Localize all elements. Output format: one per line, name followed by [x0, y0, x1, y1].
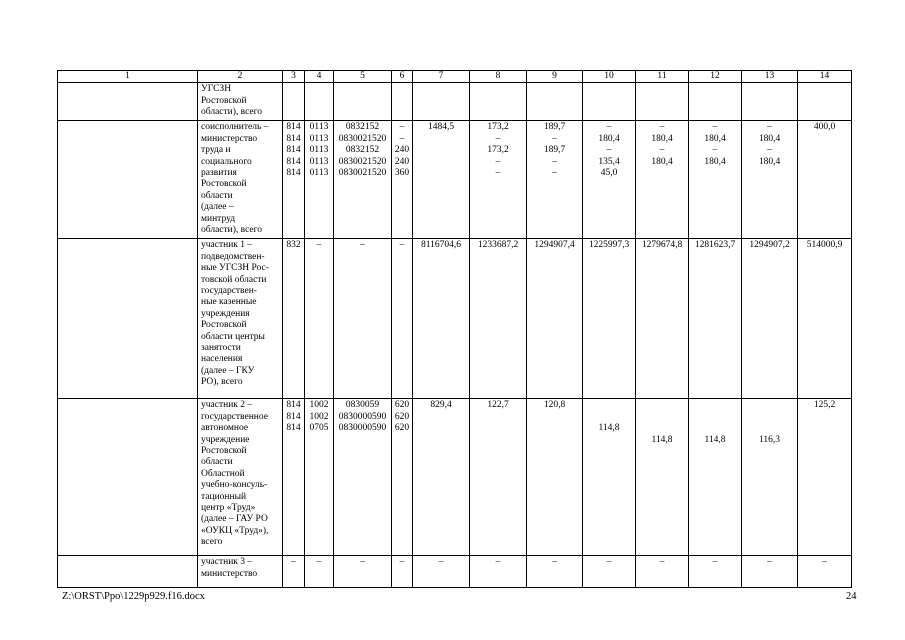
- cell-line: –: [495, 133, 501, 144]
- header-cell: 1: [58, 71, 198, 83]
- table-cell: [413, 399, 470, 556]
- cell-line: (далее – ГАУ РО: [201, 514, 268, 525]
- table-cell: [527, 556, 583, 588]
- cell-line: 814: [286, 133, 301, 144]
- table-cell: [392, 83, 413, 121]
- table-cell: [470, 83, 527, 121]
- cell-line: 240: [394, 156, 410, 167]
- table-cell: [636, 399, 689, 556]
- cell-line: Ростовской: [201, 446, 247, 457]
- cell-line: 1002: [309, 400, 329, 411]
- table-cell: [583, 121, 636, 239]
- table-cell: [334, 399, 392, 556]
- table-cell: [283, 556, 305, 588]
- cell-line: 0113: [309, 168, 329, 179]
- table-cell: [392, 556, 413, 588]
- table-row: [58, 239, 852, 399]
- cell-line: 0830000590: [338, 411, 387, 422]
- cell-line: –: [767, 557, 772, 568]
- header-cell: 7: [413, 71, 470, 83]
- cell-line: 0830021520: [338, 156, 387, 167]
- cell-line: [60, 84, 195, 95]
- cell-line: 1294907,4: [534, 240, 575, 251]
- table-cell: [198, 399, 283, 556]
- cell-line: –: [552, 557, 557, 568]
- table-cell: [413, 121, 470, 239]
- cell-line: 1225997,3: [588, 240, 630, 251]
- table-cell: [334, 121, 392, 239]
- table-cell: [392, 239, 413, 399]
- cell-line: населения: [201, 354, 243, 365]
- cell-line: области: [201, 457, 233, 468]
- cell-line: области), всего: [201, 225, 263, 236]
- cell-line: –: [495, 557, 501, 568]
- table-cell: [798, 83, 852, 121]
- table-cell: [742, 239, 798, 399]
- table-cell: [470, 239, 527, 399]
- table-cell: [798, 239, 852, 399]
- header-cell: 10: [583, 71, 636, 83]
- cell-line: –: [606, 557, 612, 568]
- cell-line: 0113: [309, 133, 329, 144]
- cell-line: 180,4: [704, 156, 726, 167]
- cell-line: участник 3 –: [201, 557, 253, 568]
- table-cell: [58, 83, 198, 121]
- cell-line: области центры: [201, 331, 265, 342]
- cell-line: области: [201, 190, 233, 201]
- table-cell: [798, 121, 852, 239]
- cell-line: 180,4: [598, 133, 620, 144]
- cell-line: [585, 400, 633, 411]
- cell-line: учреждение: [201, 434, 250, 445]
- footer-file-path: Z:\ORST\Ppo\1229p929.f16.docx: [62, 591, 205, 602]
- cell-line: 400,0: [813, 122, 836, 133]
- cell-line: 1281623,7: [694, 240, 736, 251]
- cell-line: центр «Труд»: [201, 503, 256, 514]
- table-cell: [470, 399, 527, 556]
- cell-line: (далее – ГКУ: [201, 365, 255, 376]
- cell-line: области), всего: [201, 107, 263, 118]
- cell-line: 0830059: [345, 400, 380, 411]
- cell-line: 1279674,8: [641, 240, 683, 251]
- table-cell: [689, 83, 742, 121]
- cell-line: 120,8: [543, 400, 566, 411]
- header-cell: 13: [742, 71, 798, 83]
- table-cell: [283, 239, 305, 399]
- header-cell: 12: [689, 71, 742, 83]
- table-cell: [392, 121, 413, 239]
- cell-line: учебно-консуль-: [201, 480, 268, 491]
- table-cell: [470, 556, 527, 588]
- header-cell: 2: [198, 71, 283, 83]
- cell-line: –: [552, 156, 557, 167]
- cell-line: 0113: [309, 122, 329, 133]
- cell-line: всего: [201, 537, 223, 548]
- cell-line: развития: [201, 168, 237, 179]
- table-cell: [583, 239, 636, 399]
- cell-line: [585, 412, 633, 423]
- cell-line: Областной: [201, 468, 245, 479]
- cell-line: –: [316, 240, 322, 251]
- cell-line: –: [712, 557, 718, 568]
- cell-line: 620: [394, 423, 410, 434]
- table-cell: [742, 83, 798, 121]
- cell-line: –: [606, 122, 612, 133]
- cell-line: 620: [394, 411, 410, 422]
- cell-line: [691, 412, 739, 423]
- cell-line: 173,2: [487, 145, 509, 156]
- table-row: [58, 83, 852, 121]
- cell-line: 8116704,6: [420, 240, 462, 251]
- cell-line: [744, 84, 795, 95]
- cell-line: –: [659, 557, 665, 568]
- cell-line: Ростовской: [201, 95, 247, 106]
- cell-line: Ростовской: [201, 179, 247, 190]
- cell-line: 240: [394, 145, 410, 156]
- cell-line: –: [659, 122, 665, 133]
- table-cell: [392, 399, 413, 556]
- table-cell: [527, 121, 583, 239]
- cell-line: [60, 557, 195, 568]
- cell-line: государственное: [201, 411, 268, 422]
- cell-line: РО), всего: [201, 377, 243, 388]
- table-cell: [798, 399, 852, 556]
- cell-line: –: [291, 557, 296, 568]
- cell-line: 814: [286, 168, 301, 179]
- cell-line: 1233687,2: [477, 240, 519, 251]
- cell-line: [800, 84, 849, 95]
- table-cell: [413, 83, 470, 121]
- cell-line: –: [438, 557, 444, 568]
- cell-line: учреждения: [201, 308, 250, 319]
- cell-line: 0113: [309, 145, 329, 156]
- table-cell: [413, 239, 470, 399]
- cell-line: 832: [286, 240, 301, 251]
- table-cell: [334, 83, 392, 121]
- page-number: 24: [846, 591, 857, 602]
- cell-line: занятости: [201, 343, 241, 354]
- cell-line: Ростовской: [201, 320, 247, 331]
- cell-line: –: [399, 240, 405, 251]
- table-cell: [742, 121, 798, 239]
- header-cell: 8: [470, 71, 527, 83]
- table-cell: [305, 399, 334, 556]
- cell-line: [691, 423, 739, 434]
- cell-line: –: [360, 557, 365, 568]
- table-cell: [413, 556, 470, 588]
- cell-line: –: [767, 122, 772, 133]
- cell-line: [285, 84, 302, 95]
- cell-line: 180,4: [758, 156, 781, 167]
- cell-line: 0830000590: [338, 423, 387, 434]
- cell-line: 814: [286, 156, 301, 167]
- cell-line: «ОУКЦ «Труд»),: [201, 525, 269, 536]
- cell-line: 116,3: [758, 434, 781, 445]
- cell-line: 0705: [309, 423, 329, 434]
- cell-line: 1002: [309, 411, 329, 422]
- table-cell: [689, 239, 742, 399]
- table-cell: [198, 121, 283, 239]
- cell-line: [638, 412, 686, 423]
- table-cell: [636, 239, 689, 399]
- cell-line: [585, 84, 633, 95]
- table-cell: [527, 83, 583, 121]
- cell-line: –: [712, 145, 718, 156]
- cell-line: соисполнитель –: [201, 122, 269, 133]
- table-cell: [636, 556, 689, 588]
- header-cell: 11: [636, 71, 689, 83]
- cell-line: минтруд: [201, 213, 236, 224]
- table-cell: [58, 121, 198, 239]
- cell-line: –: [360, 240, 365, 251]
- cell-line: 180,4: [651, 156, 673, 167]
- table-cell: [583, 399, 636, 556]
- table-cell: [527, 399, 583, 556]
- cell-line: –: [399, 122, 405, 133]
- cell-line: ные УГСЗН Рос-: [201, 263, 269, 274]
- cell-line: труда и: [201, 145, 231, 156]
- table-cell: [798, 556, 852, 588]
- table-cell: [198, 83, 283, 121]
- table-row: [58, 556, 852, 588]
- cell-line: 173,2: [487, 122, 509, 133]
- table-cell: [470, 121, 527, 239]
- table-row: [58, 121, 852, 239]
- table-cell: [305, 239, 334, 399]
- table-cell: [689, 121, 742, 239]
- header-cell: 6: [392, 71, 413, 83]
- cell-line: министерство: [201, 133, 258, 144]
- cell-line: –: [552, 168, 557, 179]
- table-cell: [58, 399, 198, 556]
- table-cell: [636, 121, 689, 239]
- cell-line: –: [822, 557, 827, 568]
- cell-line: ные казенные: [201, 297, 257, 308]
- cell-line: [307, 84, 331, 95]
- cell-line: 122,7: [487, 400, 509, 411]
- cell-line: –: [399, 557, 405, 568]
- table-row: [58, 399, 852, 556]
- cell-line: социального: [201, 156, 252, 167]
- cell-line: 0113: [309, 156, 329, 167]
- data-table: [57, 70, 852, 588]
- cell-line: подведомствен-: [201, 251, 265, 262]
- cell-line: 180,4: [704, 133, 726, 144]
- cell-line: [638, 400, 686, 411]
- header-cell: 9: [527, 71, 583, 83]
- cell-line: 814: [286, 423, 301, 434]
- cell-line: 814: [286, 400, 301, 411]
- cell-line: 0830021520: [338, 168, 387, 179]
- table-cell: [305, 83, 334, 121]
- cell-line: 0832152: [345, 122, 380, 133]
- table-cell: [58, 239, 198, 399]
- cell-line: 814: [286, 122, 301, 133]
- cell-line: 0830021520: [338, 133, 387, 144]
- cell-line: –: [316, 557, 322, 568]
- cell-line: 1294907,2: [749, 240, 790, 251]
- header-row: [58, 71, 852, 83]
- cell-line: 114,8: [704, 434, 726, 445]
- table-cell: [583, 83, 636, 121]
- table-cell: [305, 121, 334, 239]
- cell-line: [415, 84, 467, 95]
- cell-line: [529, 84, 580, 95]
- cell-line: государствен-: [201, 286, 257, 297]
- cell-line: министерство: [201, 568, 258, 579]
- table-cell: [305, 556, 334, 588]
- cell-line: 189,7: [543, 122, 566, 133]
- cell-line: 189,7: [543, 145, 566, 156]
- cell-line: [394, 84, 410, 95]
- cell-line: 1484,5: [427, 122, 455, 133]
- header-cell: 3: [283, 71, 305, 83]
- cell-line: –: [495, 168, 501, 179]
- table-body: [58, 71, 852, 588]
- cell-line: (далее –: [201, 202, 234, 213]
- cell-line: товской области: [201, 274, 267, 285]
- header-cell: 14: [798, 71, 852, 83]
- cell-line: 180,4: [651, 133, 673, 144]
- cell-line: [60, 122, 195, 133]
- header-cell: 5: [334, 71, 392, 83]
- cell-line: –: [767, 145, 772, 156]
- table-cell: [198, 556, 283, 588]
- table-cell: [198, 239, 283, 399]
- table-cell: [58, 556, 198, 588]
- cell-line: –: [495, 156, 501, 167]
- cell-line: [638, 84, 686, 95]
- table-cell: [742, 399, 798, 556]
- cell-line: 125,2: [813, 400, 836, 411]
- cell-line: 814: [286, 411, 301, 422]
- header-cell: 4: [305, 71, 334, 83]
- table-cell: [334, 239, 392, 399]
- cell-line: 0832152: [345, 145, 380, 156]
- cell-line: УГСЗН: [201, 84, 232, 95]
- cell-line: [744, 412, 795, 423]
- cell-line: –: [399, 133, 405, 144]
- cell-line: 620: [394, 400, 410, 411]
- table-cell: [283, 83, 305, 121]
- cell-line: [472, 84, 524, 95]
- table-cell: [283, 399, 305, 556]
- table-cell: [742, 556, 798, 588]
- cell-line: 45,0: [600, 168, 618, 179]
- cell-line: тационный: [201, 491, 247, 502]
- table-cell: [527, 239, 583, 399]
- cell-line: –: [606, 145, 612, 156]
- cell-line: [691, 84, 739, 95]
- cell-line: 814: [286, 145, 301, 156]
- cell-line: [744, 400, 795, 411]
- cell-line: 829,4: [430, 400, 452, 411]
- cell-line: [60, 240, 195, 251]
- cell-line: –: [659, 145, 665, 156]
- cell-line: 514000,9: [806, 240, 843, 251]
- cell-line: [60, 400, 195, 411]
- table-cell: [283, 121, 305, 239]
- cell-line: [744, 423, 795, 434]
- cell-line: [638, 423, 686, 434]
- cell-line: участник 1 –: [201, 240, 253, 251]
- cell-line: –: [552, 133, 557, 144]
- cell-line: –: [712, 122, 718, 133]
- cell-line: 180,4: [758, 133, 781, 144]
- cell-line: [691, 400, 739, 411]
- table-cell: [689, 556, 742, 588]
- cell-line: участник 2 –: [201, 400, 253, 411]
- cell-line: 114,8: [598, 423, 620, 434]
- cell-line: [336, 84, 389, 95]
- cell-line: 114,8: [651, 434, 673, 445]
- cell-line: 135,4: [598, 156, 620, 167]
- table-cell: [583, 556, 636, 588]
- table-cell: [334, 556, 392, 588]
- table-cell: [689, 399, 742, 556]
- cell-line: 360: [394, 168, 410, 179]
- table-cell: [636, 83, 689, 121]
- cell-line: автономное: [201, 423, 249, 434]
